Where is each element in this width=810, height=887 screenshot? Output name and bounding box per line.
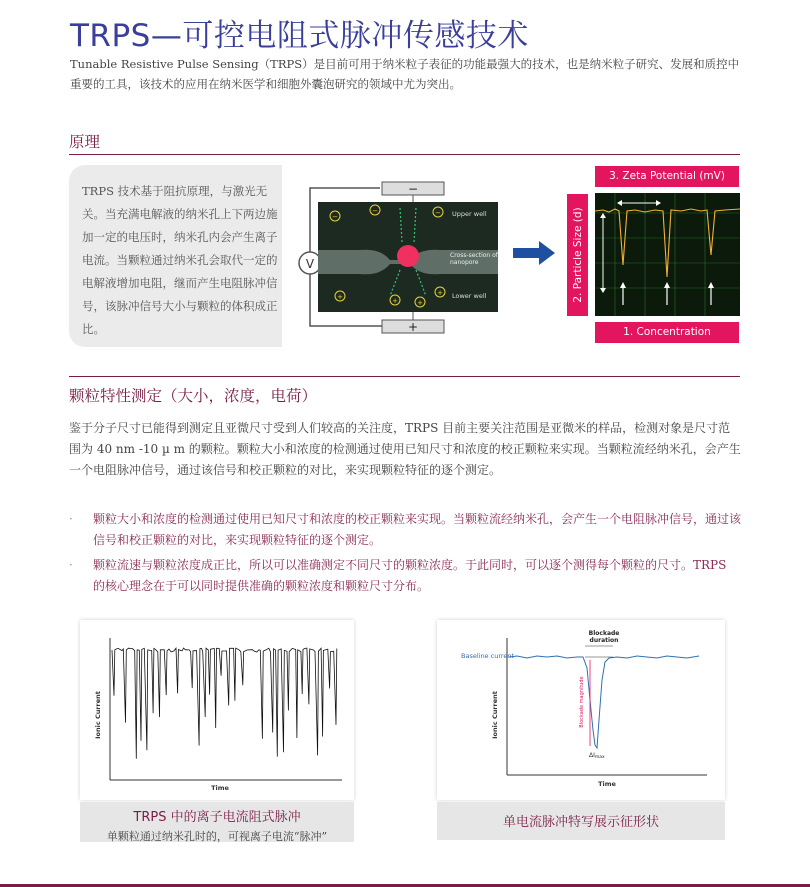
peak-sub-label: max [594,755,605,760]
properties-paragraph: 鉴于分子尺寸已能得到测定且亚微尺寸受到人们较高的关注度，TRPS 目前主要关注范围是亚微米的样品，检测对象是尺寸范围为 40 nm -10 µ m 的颗粒。颗粒大小和浓度的检测通过使用已知尺寸和浓度的校正颗粒来实现。当颗粒流经纳米孔，会产生一个电阻脉冲信号，通过该信号和校正颗粒的对比，来实现颗粒特征的逐个测定。 [69,421,741,477]
single-pulse-chart [437,620,725,800]
section-title-properties: 颗粒特性测定（大小，浓度，电荷） [69,387,318,405]
section-divider [69,154,740,155]
bullet-mark: · [69,512,73,526]
flow-arrow-icon [513,240,557,266]
principle-card-text: TRPS 技术基于阻抗原理，与激光无关。当充满电解液的纳米孔上下两边施加一定的电压时，纳米孔内会产生离子电流。当颗粒通过纳米孔会取代一定的电解液增加电阻，继而产生电阻脉冲信号，该脉冲信号大小与颗粒的体积成正比。 [82,184,278,336]
blockade-magnitude-label: Blockade magnitude [579,676,585,728]
bullet-mark: · [69,558,73,572]
voltage-label: V [305,257,315,271]
peak-label: ΔI [589,752,595,759]
svg-text:−: − [372,207,378,215]
left-caption-title: TRPS 中的离子电流阻式脉冲 [133,810,301,825]
svg-text:+: + [337,293,343,301]
bullet-item [69,555,741,597]
nanopore-diagram [290,178,498,338]
particle-size-bar [567,194,588,316]
left-caption-subtitle: 单颗粒通过纳米孔时的，可视离子电流“脉冲” [106,830,328,843]
bullet-text: 颗粒流速与颗粒浓度成正比，所以可以准确测定不同尺寸的颗粒浓度。于此同时，可以逐个测得每个颗粒的尺寸。TRPS 的核心理念在于可以同时提供准确的颗粒浓度和颗粒尺寸分布。 [93,558,727,593]
particle [397,245,419,267]
intro-paragraph: Tunable Resistive Pulse Sensing（TRPS）是目前可用于纳米粒子表征的功能最强大的技术，也是纳米粒子研究、发展和质控中重要的工具，该技术的应用在纳米医学和细胞外囊泡研究的领域中尤为突出。 [70,57,740,91]
page-title: TRPS—可控电阻式脉冲传感技术 [70,18,529,54]
lower-well-label: Lower well [452,292,487,300]
bullet-text: 颗粒大小和浓度的检测通过使用已知尺寸和浓度的校正颗粒来实现。当颗粒流经纳米孔，会产生一个电阻脉冲信号，通过该信号和校正颗粒的对比，来实现颗粒特征的逐个测定。 [93,512,742,547]
plus-electrode-label: + [407,320,419,334]
left-y-axis-label: Ionic Current [94,691,102,739]
single-pulse-figure [437,620,725,800]
bullet-item [69,509,741,551]
right-y-axis-label: Ionic Current [491,691,499,739]
right-figure-caption [437,802,725,840]
svg-text:ΔImax [589,752,605,760]
minus-electrode-label: − [407,182,419,196]
svg-text:+: + [392,297,398,305]
baseline-current-label: Baseline current [461,652,515,660]
cross-section-label: Cross-section of nanopore [450,252,498,266]
svg-text:+: + [417,299,423,307]
section-title-principle: 原理 [69,133,101,151]
blockade-duration-label: Blockade duration [588,630,620,644]
ionic-current-trace-figure [80,620,354,800]
pulse-signal-plot [595,193,740,316]
svg-text:−: − [332,213,338,221]
left-x-axis-label: Time [211,784,229,792]
particle-size-label: 2. Particle Size (d) [571,207,584,303]
section-divider [69,376,740,377]
concentration-label: 1. Concentration (Frequency) [595,322,739,343]
left-figure-caption [80,802,354,842]
ionic-current-trace-chart [80,620,354,800]
upper-well-label: Upper well [452,210,487,218]
svg-text:−: − [435,209,441,217]
right-x-axis-label: Time [598,780,616,788]
zeta-potential-label: 3. Zeta Potential (mV) [595,166,739,187]
svg-text:+: + [437,289,443,297]
right-caption-title: 单电流脉冲特写展示征形状 [502,815,659,830]
